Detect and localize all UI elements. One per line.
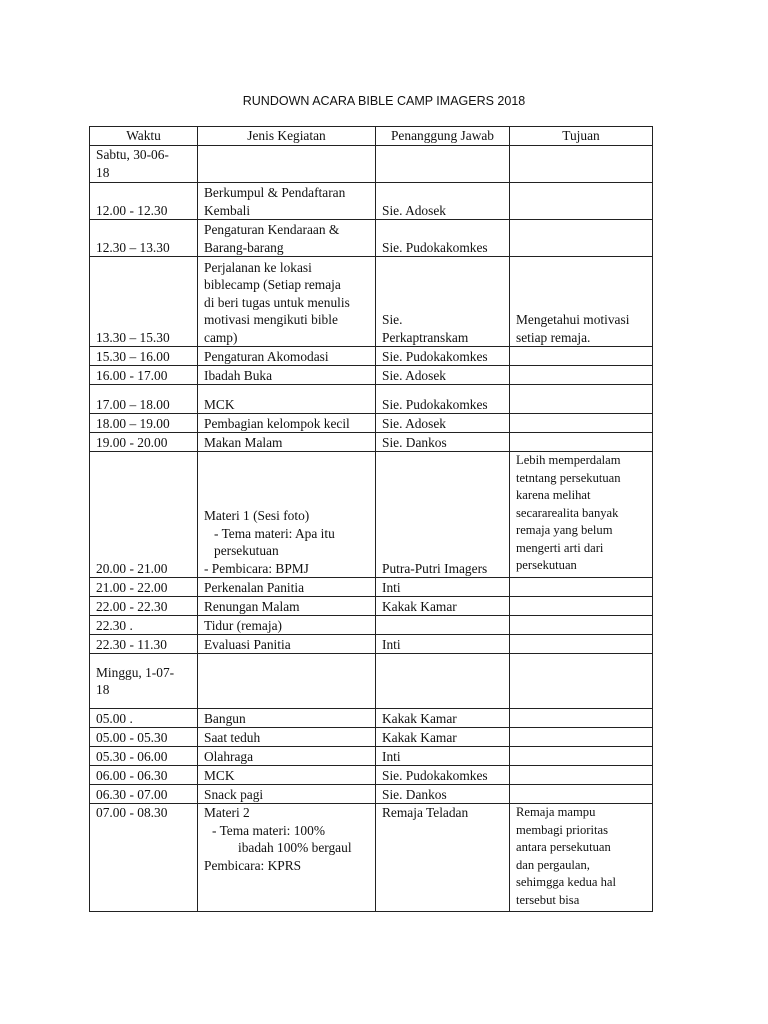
waktu-cell: 16.00 - 17.00 [90, 366, 198, 385]
pj-cell: Sie. Dankos [376, 785, 510, 804]
waktu-cell: 20.00 - 21.00 [90, 452, 198, 578]
tujuan-cell [510, 220, 653, 257]
materi-tema: - Tema materi: 100% ibadah 100% bergaul [212, 822, 352, 855]
pj-cell: Inti [376, 578, 510, 597]
pj-cell: Sie. Perkaptranskam [376, 257, 510, 347]
tujuan-cell [510, 183, 653, 220]
pj-cell: Sie. Pudokakomkes [376, 766, 510, 785]
pj-cell: Kakak Kamar [376, 709, 510, 728]
day-row [90, 146, 653, 183]
pj-cell: Sie. Dankos [376, 433, 510, 452]
tujuan-cell [510, 747, 653, 766]
waktu-cell: 06.30 - 07.00 [90, 785, 198, 804]
table-row [90, 366, 653, 385]
materi-title: Materi 1 (Sesi foto) [204, 508, 310, 523]
header-row [90, 127, 653, 146]
table-row [90, 220, 653, 257]
waktu-cell: 13.30 – 15.30 [90, 257, 198, 347]
table-row [90, 257, 653, 347]
waktu-cell: 22.30 . [90, 616, 198, 635]
table-row [90, 385, 653, 414]
kegiatan-cell: Makan Malam [198, 433, 376, 452]
waktu-cell: 12.00 - 12.30 [90, 183, 198, 220]
tujuan-cell [510, 616, 653, 635]
table-row [90, 728, 653, 747]
pj-cell: Sie. Adosek [376, 366, 510, 385]
pj-cell [376, 616, 510, 635]
waktu-cell: 21.00 - 22.00 [90, 578, 198, 597]
table-row [90, 414, 653, 433]
materi-tema: - Tema materi: Apa itu persekutuan [214, 525, 335, 558]
tujuan-cell [510, 709, 653, 728]
tujuan-cell [510, 766, 653, 785]
waktu-cell: 22.30 - 11.30 [90, 635, 198, 654]
materi2-row [90, 804, 653, 912]
tujuan-cell: Lebih memperdalam tetntang persekutuan karena melihat secararealita banyak remaja yang belum mengerti arti dari persekutuan [510, 452, 653, 578]
kegiatan-cell: Perkenalan Panitia [198, 578, 376, 597]
kegiatan-cell: Perjalanan ke lokasi biblecamp (Setiap remaja di beri tugas untuk menulis motivasi mengikuti bible camp) [198, 257, 376, 347]
kegiatan-cell: Pengaturan Kendaraan & Barang-barang [198, 220, 376, 257]
table-row [90, 347, 653, 366]
waktu-cell: 19.00 - 20.00 [90, 433, 198, 452]
tujuan-cell [510, 414, 653, 433]
materi1-row [90, 452, 653, 578]
pj-cell: Sie. Adosek [376, 183, 510, 220]
tujuan-cell [510, 366, 653, 385]
kegiatan-cell: Pembagian kelompok kecil [198, 414, 376, 433]
waktu-cell: 22.00 - 22.30 [90, 597, 198, 616]
kegiatan-cell: Ibadah Buka [198, 366, 376, 385]
pj-cell: Sie. Pudokakomkes [376, 347, 510, 366]
materi-pembicara: - Pembicara: BPMJ [204, 560, 309, 576]
day-row [90, 654, 653, 709]
kegiatan-cell: Evaluasi Panitia [198, 635, 376, 654]
kegiatan-cell: Renungan Malam [198, 597, 376, 616]
day2-rows [90, 709, 653, 804]
table-row [90, 433, 653, 452]
tujuan-cell [510, 385, 653, 414]
kegiatan-cell: Berkumpul & Pendaftaran Kembali [198, 183, 376, 220]
waktu-cell: 17.00 – 18.00 [90, 385, 198, 414]
document-title: RUNDOWN ACARA BIBLE CAMP IMAGERS 2018 [242, 94, 526, 108]
waktu-cell: 05.30 - 06.00 [90, 747, 198, 766]
table-row [90, 766, 653, 785]
waktu-cell: 12.30 – 13.30 [90, 220, 198, 257]
table-row [90, 597, 653, 616]
waktu-cell: 05.00 . [90, 709, 198, 728]
tujuan-cell: Mengetahui motivasi setiap remaja. [510, 257, 653, 347]
table-row [90, 785, 653, 804]
tujuan-cell [510, 597, 653, 616]
day-label: Sabtu, 30-06- 18 [90, 146, 198, 183]
header-pj: Penanggung Jawab [376, 127, 510, 146]
tujuan-cell [510, 433, 653, 452]
pj-cell: Inti [376, 747, 510, 766]
kegiatan-cell: Bangun [198, 709, 376, 728]
table-row [90, 709, 653, 728]
day1-rows [90, 183, 653, 452]
header-waktu: Waktu [90, 127, 198, 146]
header-kegiatan: Jenis Kegiatan [198, 127, 376, 146]
pj-cell: Putra-Putri Imagers [376, 452, 510, 578]
pj-cell: Inti [376, 635, 510, 654]
table-row [90, 635, 653, 654]
waktu-cell: 18.00 – 19.00 [90, 414, 198, 433]
tujuan-cell [510, 635, 653, 654]
tujuan-cell [510, 347, 653, 366]
pj-cell: Sie. Adosek [376, 414, 510, 433]
table-row [90, 578, 653, 597]
pj-cell: Sie. Pudokakomkes [376, 220, 510, 257]
day-label: Minggu, 1-07- 18 [90, 654, 198, 709]
waktu-cell: 06.00 - 06.30 [90, 766, 198, 785]
kegiatan-cell [198, 804, 376, 912]
kegiatan-cell: MCK [198, 766, 376, 785]
kegiatan-cell: Saat teduh [198, 728, 376, 747]
tujuan-cell: Remaja mampu membagi prioritas antara persekutuan dan pergaulan, sehimgga kedua hal tersebut bisa [510, 804, 653, 912]
materi-pembicara: Pembicara: KPRS [204, 857, 302, 873]
waktu-cell: 15.30 – 16.00 [90, 347, 198, 366]
pj-cell: Kakak Kamar [376, 728, 510, 747]
tujuan-cell [510, 728, 653, 747]
table-row [90, 616, 653, 635]
tujuan-cell [510, 785, 653, 804]
waktu-cell: 07.00 - 08.30 [90, 804, 198, 912]
kegiatan-cell: Olahraga [198, 747, 376, 766]
kegiatan-cell: Snack pagi [198, 785, 376, 804]
kegiatan-cell: MCK [198, 385, 376, 414]
waktu-cell: 05.00 - 05.30 [90, 728, 198, 747]
kegiatan-cell: Tidur (remaja) [198, 616, 376, 635]
kegiatan-cell: Pengaturan Akomodasi [198, 347, 376, 366]
header-tujuan: Tujuan [510, 127, 653, 146]
tujuan-cell [510, 578, 653, 597]
day1-rows2 [90, 578, 653, 654]
pj-cell: Remaja Teladan [376, 804, 510, 912]
materi-title: Materi 2 [204, 805, 250, 820]
rundown-table [89, 126, 653, 912]
kegiatan-cell [198, 452, 376, 578]
table-row [90, 183, 653, 220]
pj-cell: Kakak Kamar [376, 597, 510, 616]
table-row [90, 747, 653, 766]
pj-cell: Sie. Pudokakomkes [376, 385, 510, 414]
